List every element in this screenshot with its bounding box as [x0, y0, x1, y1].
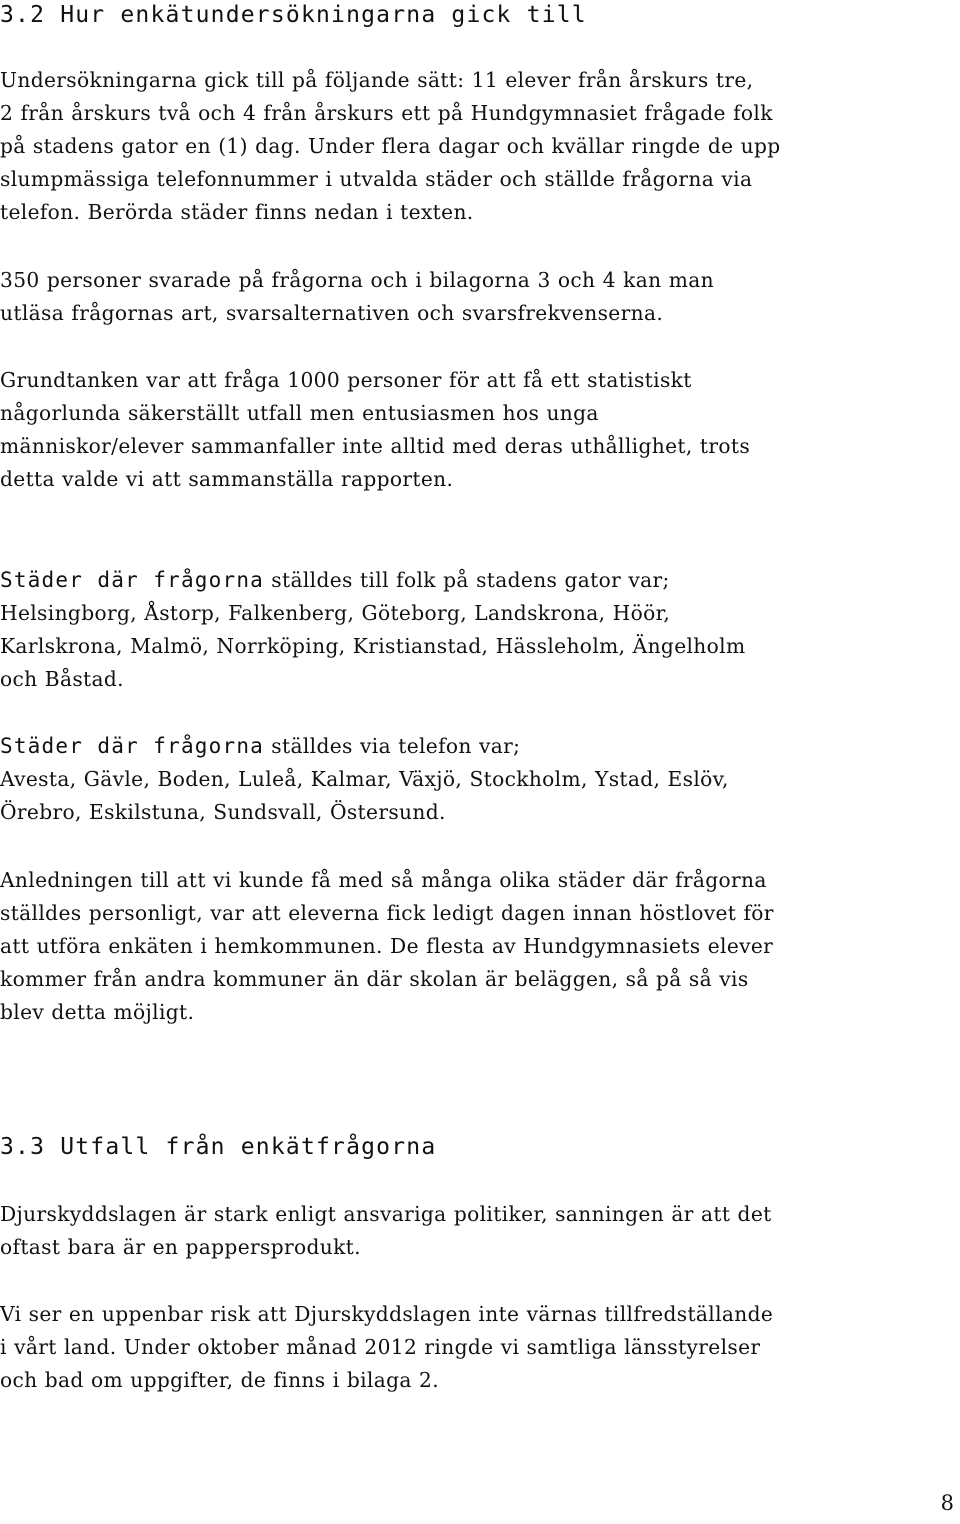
text-line: Grundtanken var att fråga 1000 personer för att få ett statistiskt: [0, 368, 692, 392]
text-line: oftast bara är en pappersprodukt.: [0, 1235, 361, 1259]
text-line: kommer från andra kommuner än där skolan är beläggen, så på så vis: [0, 967, 749, 991]
phone-cities-intro: [0, 730, 958, 763]
paragraph-animal-welfare-law: [0, 1198, 958, 1264]
text-line: blev detta möjligt.: [0, 1000, 195, 1024]
text-line: människor/elever sammanfaller inte alltid med deras uthållighet, trots: [0, 434, 751, 458]
section-heading-3-3: 3.3 Utfall från enkätfrågorna: [0, 1134, 437, 1160]
text-line: Helsingborg, Åstorp, Falkenberg, Göteborg, Landskrona, Höör,: [0, 601, 671, 625]
paragraph-survey-method: [0, 64, 958, 229]
paragraph-street-cities: [0, 564, 958, 696]
text-line: Vi ser en uppenbar risk att Djurskyddslagen inte värnas tillfredställande: [0, 1302, 774, 1326]
text-line: att utföra enkäten i hemkommunen. De flesta av Hundgymnasiets elever: [0, 934, 774, 958]
paragraph-reason: [0, 864, 958, 1029]
paragraph-phone-cities: [0, 730, 958, 829]
text-line: ställdes personligt, var att eleverna fick ledigt dagen innan höstlovet för: [0, 901, 774, 925]
text-line: slumpmässiga telefonnummer i utvalda städer och ställde frågorna via: [0, 167, 753, 191]
paragraph-respondents: [0, 264, 958, 330]
text-line: och Båstad.: [0, 667, 124, 691]
text-line: och bad om uppgifter, de finns i bilaga 2.: [0, 1368, 439, 1392]
text-line: utläsa frågornas art, svarsalternativen och svarsfrekvenserna.: [0, 301, 664, 325]
text-line: Djurskyddslagen är stark enligt ansvariga politiker, sanningen är att det: [0, 1202, 772, 1226]
text-line: Undersökningarna gick till på följande sätt: 11 elever från årskurs tre,: [0, 68, 754, 92]
text-line: 2 från årskurs två och 4 från årskurs ett på Hundgymnasiet frågade folk: [0, 101, 773, 125]
paragraph-basic-idea: [0, 364, 958, 496]
page-number: 8: [940, 1491, 954, 1515]
text-line: telefon. Berörda städer finns nedan i texten.: [0, 200, 474, 224]
text-line: Avesta, Gävle, Boden, Luleå, Kalmar, Växjö, Stockholm, Ystad, Eslöv,: [0, 767, 729, 791]
text-line: Anledningen till att vi kunde få med så många olika städer där frågorna: [0, 868, 767, 892]
text-line: i vårt land. Under oktober månad 2012 ringde vi samtliga länsstyrelser: [0, 1335, 761, 1359]
street-cities-intro: [0, 564, 958, 597]
text-line: Örebro, Eskilstuna, Sundsvall, Östersund.: [0, 800, 446, 824]
paragraph-risk: [0, 1298, 958, 1397]
text-line: på stadens gator en (1) dag. Under flera dagar och kvällar ringde de upp: [0, 134, 781, 158]
section-heading-3-2: 3.2 Hur enkätundersökningarna gick till: [0, 2, 587, 28]
phone-cities-lead-rest: ställdes via telefon var;: [264, 734, 521, 758]
text-line: någorlunda säkerställt utfall men entusiasmen hos unga: [0, 401, 599, 425]
phone-cities-lead: Städer där frågorna: [0, 734, 265, 758]
text-line: 350 personer svarade på frågorna och i bilagorna 3 och 4 kan man: [0, 268, 714, 292]
street-cities-lead: Städer där frågorna: [0, 568, 265, 592]
text-line: Karlskrona, Malmö, Norrköping, Kristianstad, Hässleholm, Ängelholm: [0, 634, 746, 658]
text-line: detta valde vi att sammanställa rapporten.: [0, 467, 454, 491]
street-cities-lead-rest: ställdes till folk på stadens gator var;: [264, 568, 670, 592]
